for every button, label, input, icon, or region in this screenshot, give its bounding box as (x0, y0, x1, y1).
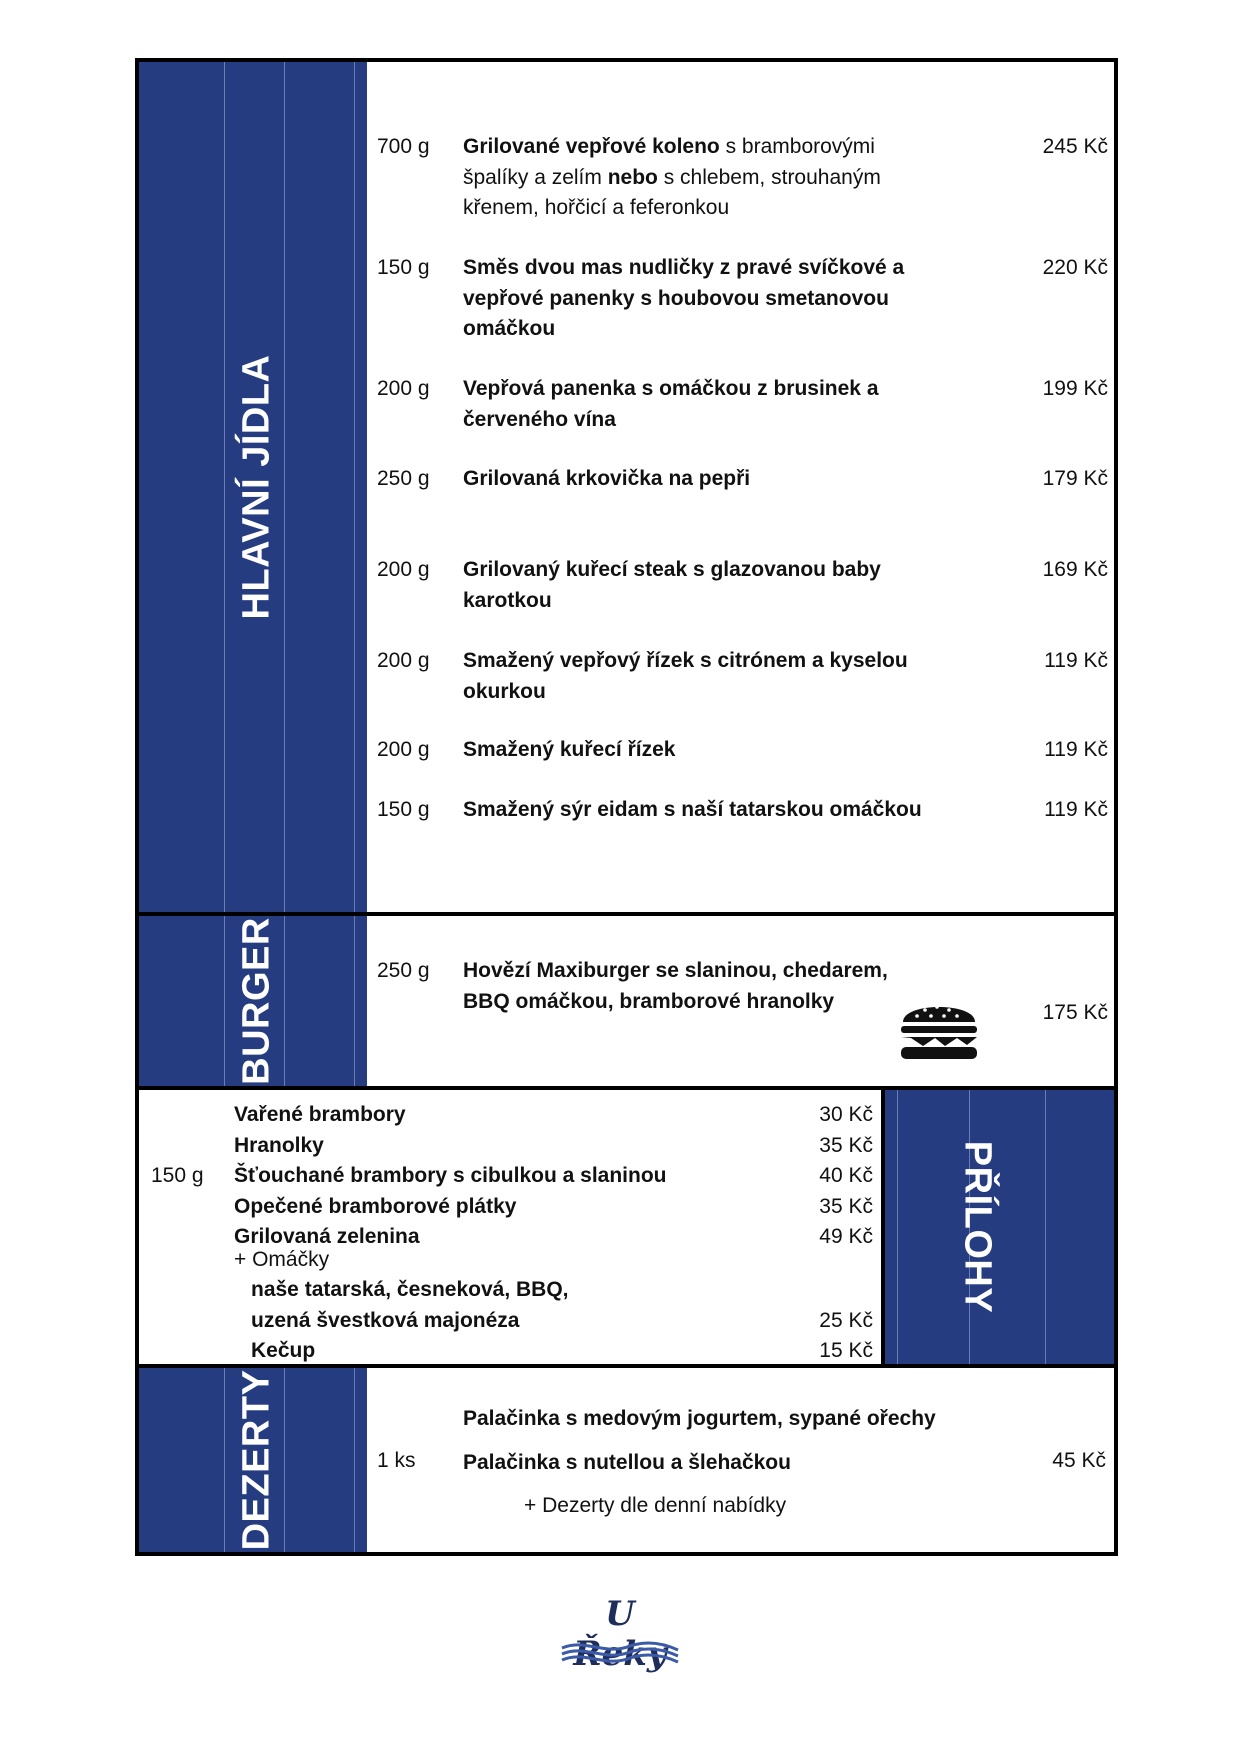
main-dishes-band (139, 62, 367, 912)
u-reky-logo (560, 1590, 680, 1674)
side-item-name: Grilovaná zelenina (234, 1225, 420, 1248)
side-item-price: 40 Kč (819, 1164, 873, 1187)
main-dish-price: 169 Kč (1042, 558, 1108, 581)
main-dishes-section (135, 58, 1118, 916)
sauces-label: + Omáčky (234, 1248, 330, 1271)
main-dish-description: Smažený kuřecí řízek (463, 738, 676, 761)
main-dish-price: 199 Kč (1042, 377, 1108, 400)
ketchup-price: 15 Kč (819, 1339, 873, 1362)
desserts-price: 45 Kč (1052, 1449, 1106, 1472)
sides-list (139, 1090, 881, 1364)
logo-text: U Řeky (573, 1594, 667, 1674)
main-dish-weight: 700 g (377, 135, 430, 158)
ketchup: Kečup (251, 1339, 316, 1362)
main-dish-description: Směs dvou mas nudličky z pravé svíčkové a vepřové panenky s houbovou smetanovou omáčkou (463, 256, 905, 340)
main-dish-price: 119 Kč (1044, 798, 1108, 821)
main-dish-description: Smažený sýr eidam s naší tatarskou omáčkou (463, 798, 922, 821)
main-dish-description: Grilované vepřové koleno s bramborovými špalíky a zelím nebo s chlebem, strouhaným křenem, hořčicí a feferonkou (463, 135, 881, 219)
main-dish-price: 245 Kč (1042, 135, 1108, 158)
side-item-price: 35 Kč (819, 1194, 873, 1218)
dessert-item-1: Palačinka s medovým jogurtem, sypané ořechy (463, 1407, 936, 1430)
main-dish-price: 220 Kč (1042, 256, 1108, 279)
desserts-content (367, 1368, 1114, 1552)
side-item-name: Vařené brambory (234, 1103, 406, 1126)
desserts-section (135, 1364, 1118, 1556)
sauces-line-1: naše tatarská, česneková, BBQ, (251, 1278, 569, 1301)
main-dish-weight: 200 g (377, 558, 430, 581)
burger-icon (897, 996, 981, 1066)
side-item-name: Hranolky (234, 1133, 324, 1157)
sides-weight: 150 g (151, 1164, 204, 1187)
sauces-price: 25 Kč (819, 1309, 873, 1332)
desserts-band (139, 1368, 367, 1552)
main-dish-weight: 200 g (377, 738, 430, 761)
burger-section (135, 912, 1118, 1090)
wave-logo-icon (560, 1640, 680, 1666)
burger-weight: 250 g (377, 959, 430, 982)
main-dish-price: 179 Kč (1042, 467, 1108, 490)
dessert-extra: + Dezerty dle denní nabídky (524, 1494, 787, 1517)
side-item-name: Šťouchané brambory s cibulkou a slaninou (234, 1164, 667, 1187)
main-dish-description: Grilovaný kuřecí steak s glazovanou baby karotkou (463, 558, 881, 612)
main-dish-description: Smažený vepřový řízek s citrónem a kyselou okurkou (463, 649, 908, 703)
dessert-item-2: Palačinka s nutellou a šlehačkou (463, 1451, 791, 1474)
main-dish-price: 119 Kč (1044, 649, 1108, 672)
side-item-price: 49 Kč (819, 1225, 873, 1248)
main-dish-description: Vepřová panenka s omáčkou z brusinek a červeného vína (463, 377, 879, 431)
sides-title: PŘÍLOHY (956, 1140, 999, 1314)
sauces-line-2: uzená švestková majonéza (251, 1309, 520, 1332)
burger-content (367, 916, 1114, 1086)
side-item-price: 30 Kč (819, 1103, 873, 1126)
main-dish-price: 119 Kč (1044, 738, 1108, 761)
main-dish-weight: 200 g (377, 649, 430, 672)
main-dish-weight: 200 g (377, 377, 430, 400)
burger-title: BURGER (235, 917, 278, 1085)
sides-band (885, 1090, 1114, 1364)
side-item-price: 35 Kč (819, 1133, 873, 1157)
side-item-name: Opečené bramborové plátky (234, 1194, 517, 1218)
sides-section (135, 1086, 1118, 1368)
main-dish-description: Grilovaná krkovička na pepři (463, 467, 751, 490)
desserts-weight: 1 ks (377, 1449, 416, 1472)
burger-description: Hovězí Maxiburger se slaninou, chedarem, BBQ omáčkou, bramborové hranolky (463, 959, 888, 1013)
main-dishes-list (367, 62, 1114, 912)
main-dish-weight: 150 g (377, 256, 430, 279)
burger-band (139, 916, 367, 1086)
main-dishes-title: HLAVNÍ JÍDLA (235, 354, 278, 620)
main-dish-weight: 150 g (377, 798, 430, 821)
burger-price: 175 Kč (1042, 1001, 1108, 1024)
main-dish-weight: 250 g (377, 467, 430, 490)
desserts-title: DEZERTY (235, 1369, 278, 1551)
